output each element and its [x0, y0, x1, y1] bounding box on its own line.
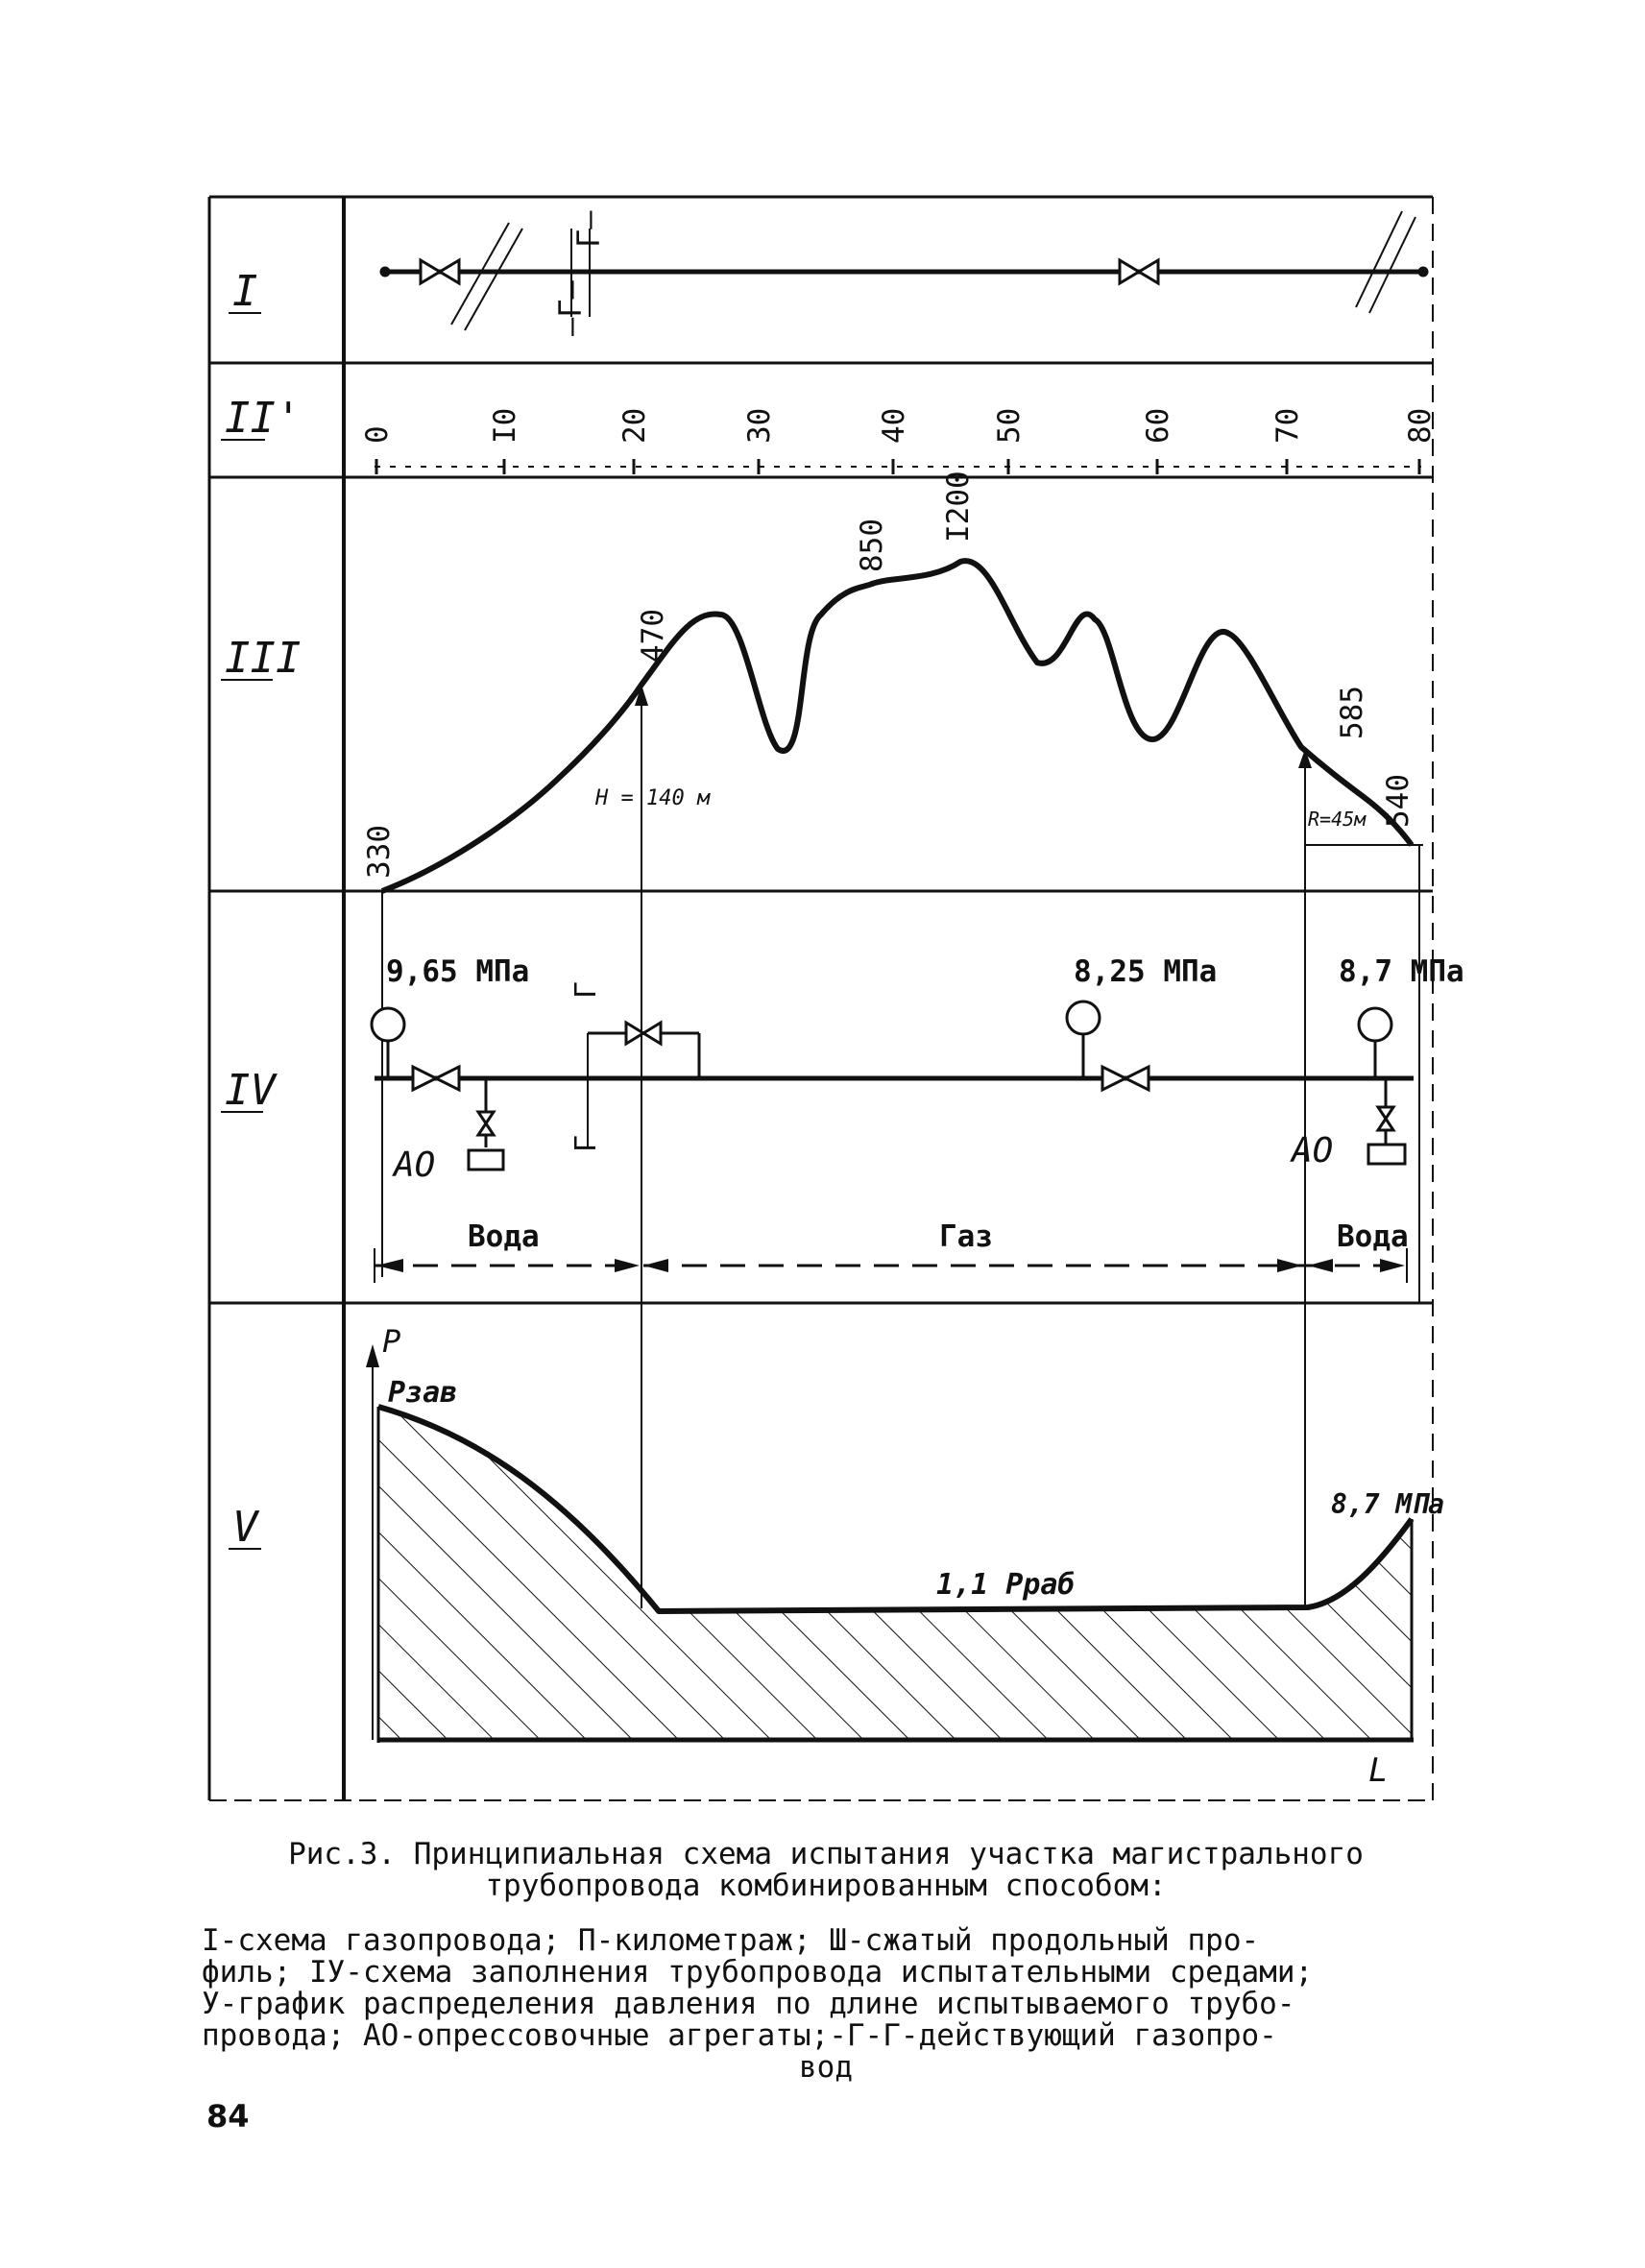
- end-pressure-label: 8,7 МПа: [1331, 1488, 1445, 1520]
- row-label-5: V: [232, 1503, 258, 1552]
- valve-icon: [1120, 260, 1158, 283]
- km-axis: [360, 408, 1438, 474]
- caption-title-line: трубопровода комбинированным способом:: [485, 1869, 1167, 1903]
- figure-caption-legend: [202, 1925, 1450, 2084]
- figure-caption-title: [202, 1839, 1450, 1902]
- pressure-gauge-icon: [1359, 1008, 1391, 1078]
- row-label-4: IV: [225, 1066, 276, 1115]
- caption-legend-line: I-схема газопровода; П-километраж; Ш-сжатый продольный про-: [202, 1923, 1260, 1958]
- elev-585: 585: [1335, 686, 1369, 739]
- caption-title-line: Рис.3. Принципиальная схема испытания участка магистрального: [288, 1837, 1364, 1871]
- radius-label: R=45м: [1308, 808, 1367, 831]
- pressure-gauge-icon: [1067, 1001, 1100, 1078]
- elev-540: 540: [1381, 774, 1415, 828]
- elev-1200: I200: [941, 470, 976, 543]
- valve-icon: [421, 260, 459, 283]
- pressure-gauge-icon: [372, 1008, 404, 1078]
- medium-gas: Газ: [939, 1219, 993, 1254]
- caption-legend-line: филь; IУ-схема заполнения трубопровода испытательными средами;: [202, 1955, 1314, 1990]
- elev-850: 850: [855, 519, 889, 572]
- km-tick-label: 60: [1141, 407, 1175, 444]
- medium-water-left: Вода: [468, 1219, 540, 1254]
- pressure-end: 8,7 МПа: [1339, 954, 1464, 989]
- row-labels: [221, 267, 301, 1552]
- km-tick-label: 70: [1270, 407, 1305, 444]
- section-mark-bottom: Г: [569, 1134, 603, 1152]
- x-axis-label: L: [1368, 1751, 1389, 1790]
- elev-330: 330: [362, 825, 397, 879]
- break-mark-icon: [1356, 211, 1415, 313]
- pump-unit-label-right: АО: [1292, 1131, 1334, 1170]
- caption-legend-line: провода; АО-опрессовочные агрегаты;-Г-Г-действующий газопро-: [202, 2018, 1277, 2053]
- km-tick-label: 40: [877, 407, 911, 444]
- section-mark-top: Г: [569, 980, 603, 999]
- km-tick-label: I0: [488, 407, 522, 444]
- pump-unit-label-left: АО: [394, 1146, 436, 1185]
- longitudinal-profile: [382, 561, 1423, 1608]
- row-label-1: I: [232, 267, 258, 316]
- section-mark-right: Г—: [570, 210, 607, 248]
- pressure-area: [378, 1407, 1412, 1740]
- km-tick-label: 0: [360, 425, 395, 444]
- pump-unit-icon: [1368, 1078, 1405, 1164]
- arrow-icon: [366, 1344, 379, 1367]
- km-tick-label: 30: [742, 407, 777, 444]
- pressure-chart: [366, 1344, 1414, 1743]
- km-tick-label: 50: [992, 407, 1027, 444]
- break-mark-icon: [451, 223, 522, 330]
- pressure-mid: 8,25 МПа: [1074, 954, 1218, 989]
- row-label-3: III: [225, 634, 302, 683]
- valve-icon: [1102, 1067, 1149, 1090]
- caption-legend-line: вод: [799, 2050, 853, 2085]
- page-number: 84: [206, 2098, 250, 2135]
- section-mark-left: —Г—: [552, 280, 589, 336]
- row-label-2: II': [225, 394, 302, 443]
- pump-unit-icon: [469, 1078, 503, 1170]
- valve-icon: [626, 1023, 661, 1044]
- pressure-start: 9,65 МПа: [386, 954, 530, 989]
- pipeline-scheme: [380, 211, 1428, 330]
- caption-legend-line: У-график распределения давления по длине испытываемого трубо-: [202, 1987, 1295, 2021]
- valve-icon: [413, 1067, 459, 1090]
- elev-470: 470: [636, 609, 670, 663]
- km-tick-label: 80: [1403, 407, 1438, 444]
- mid-pressure-label: 1,1 Pраб: [936, 1568, 1076, 1602]
- y-axis-label: P: [382, 1323, 401, 1360]
- height-label: H = 140 м: [595, 786, 711, 810]
- start-pressure-label: Pзав: [388, 1376, 458, 1410]
- medium-water-right: Вода: [1337, 1219, 1409, 1254]
- arrow-icon: [635, 685, 1312, 768]
- km-tick-label: 20: [617, 407, 652, 444]
- profile-line: [382, 561, 1412, 891]
